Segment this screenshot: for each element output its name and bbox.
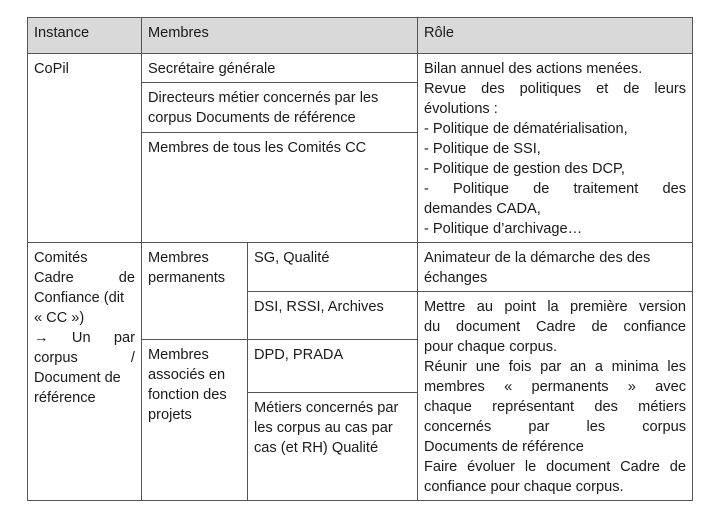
header-role: Rôle xyxy=(418,18,693,54)
cc-role-line: Documents de référence xyxy=(424,439,584,455)
cc-instance-line: Cadre de xyxy=(34,270,135,286)
cc-role-main xyxy=(418,292,693,501)
copil-role-line: - Politique de gestion des DCP, xyxy=(424,161,625,177)
copil-instance-label: CoPil xyxy=(34,61,69,77)
copil-role-line: Revue des politiques et de leurs xyxy=(424,81,687,97)
cc-member-sg-qualite: SG, Qualité xyxy=(248,243,418,292)
cc-instance-line: Comités xyxy=(34,250,88,266)
copil-role-cell xyxy=(418,54,693,243)
cc-role-line: Mettre au point la première version xyxy=(424,299,687,315)
governance-table xyxy=(27,17,693,501)
copil-role-line: - Politique d’archivage… xyxy=(424,221,583,237)
table-row xyxy=(28,54,693,83)
cc-role-line: membres « permanents » avec xyxy=(424,379,687,395)
cc-instance-line: → Un par xyxy=(34,330,135,346)
copil-member-sg: Secrétaire générale xyxy=(142,54,418,83)
cc-member-dsi: DSI, RSSI, Archives xyxy=(248,292,418,340)
header-membres: Membres xyxy=(142,18,418,54)
cc-role-line: pour chaque corpus. xyxy=(424,339,558,355)
copil-instance-cell xyxy=(28,54,142,243)
copil-member-directeurs: Directeurs métier concernés par les corpus Documents de référence xyxy=(142,83,418,133)
cc-instance-line: « CC ») xyxy=(34,310,85,326)
header-instance: Instance xyxy=(28,18,142,54)
copil-member-comites: Membres de tous les Comités CC xyxy=(142,132,418,242)
cc-role-sg: Animateur de la démarche des des échanges xyxy=(418,243,693,292)
cc-role-line: chaque représentant des métiers xyxy=(424,399,687,415)
cc-member-metiers: Métiers concernés par les corpus au cas par cas (et RH) Qualité xyxy=(248,393,418,501)
cc-member-dpd: DPD, PRADA xyxy=(248,340,418,393)
table-row xyxy=(28,243,693,292)
copil-role-line: évolutions : xyxy=(424,101,498,117)
cc-permanents-cell: Membres permanents xyxy=(142,243,248,340)
header-row xyxy=(28,18,693,54)
cc-instance-line: Confiance (dit xyxy=(34,290,125,306)
copil-role-line: - Politique de traitement des xyxy=(424,181,687,197)
copil-role-line: demandes CADA, xyxy=(424,201,541,217)
cc-role-line: Faire évoluer le document Cadre de xyxy=(424,459,687,475)
cc-instance-line: référence xyxy=(34,390,96,406)
cc-role-line: Réunir une fois par an a minima les xyxy=(424,359,687,375)
copil-role-line: Bilan annuel des actions menées. xyxy=(424,61,643,77)
cc-instance-line: Document de xyxy=(34,370,121,386)
copil-role-line: - Politique de SSI, xyxy=(424,141,541,157)
cc-instance-cell xyxy=(28,243,142,501)
cc-role-line: concernés par les corpus xyxy=(424,419,687,435)
cc-role-line: confiance pour chaque corpus. xyxy=(424,479,624,495)
cc-instance-line: corpus / xyxy=(34,350,135,366)
cc-associes-cell: Membres associés en fonction des projets xyxy=(142,340,248,501)
copil-role-line: - Politique de dématérialisation, xyxy=(424,121,628,137)
cc-role-line: du document Cadre de confiance xyxy=(424,319,687,335)
